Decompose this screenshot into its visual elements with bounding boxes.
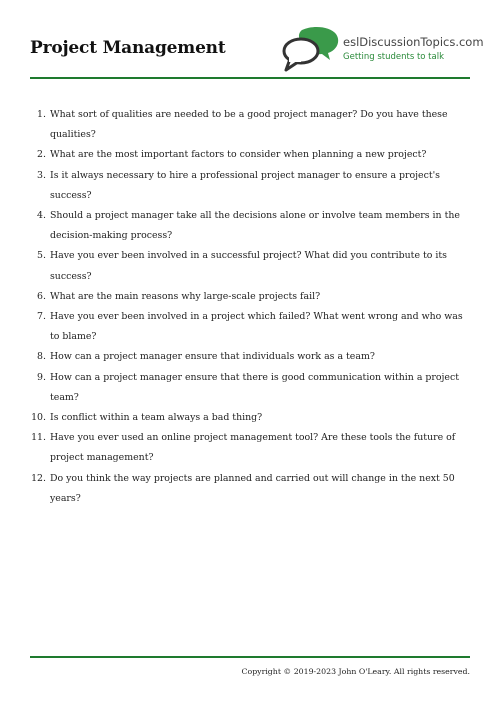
question-number: 7. (37, 311, 46, 323)
question-number: 11. (31, 432, 46, 444)
question-number: 9. (37, 371, 46, 383)
list-item (37, 206, 470, 246)
list-item (37, 287, 470, 307)
list-item (37, 368, 470, 408)
list-item (31, 469, 470, 509)
question-number: 8. (37, 351, 46, 363)
list-item (37, 105, 470, 145)
site-logo[interactable] (280, 26, 484, 74)
logo-tagline: Getting students to talk (343, 52, 445, 62)
question-text: Have you ever used an online project management tool? Are these tools the future of project management? (50, 432, 456, 464)
question-number: 3. (37, 169, 46, 181)
list-item (37, 246, 470, 286)
question-text: Is conflict within a team always a bad thing? (50, 412, 263, 424)
header-divider (30, 77, 470, 79)
question-number: 1. (37, 109, 46, 120)
question-text: Do you think the way projects are planned and carried out will change in the next 50 years? (50, 472, 455, 504)
footer-divider (30, 656, 470, 658)
copyright-notice: Copyright © 2019-2023 John O'Leary. All rights reserved. (241, 667, 470, 676)
question-number: 10. (31, 412, 46, 424)
logo-site-name: eslDiscussionTopics.com (343, 35, 484, 49)
question-number: 6. (37, 290, 46, 302)
list-item (37, 166, 470, 206)
question-number: 4. (37, 210, 46, 222)
question-text: How can a project manager ensure that individuals work as a team? (50, 351, 375, 363)
question-text: What are the most important factors to consider when planning a new project? (50, 149, 427, 161)
question-text: What sort of qualities are needed to be a good project manager? Do you have these qualities? (50, 109, 448, 141)
list-item (31, 428, 470, 468)
question-list (31, 105, 470, 509)
list-item (37, 307, 470, 347)
question-number: 12. (31, 472, 46, 484)
question-number: 2. (37, 149, 46, 161)
question-text: What are the main reasons why large-scale projects fail? (50, 290, 321, 302)
question-number: 5. (37, 250, 46, 262)
question-text: How can a project manager ensure that there is good communication within a project team? (50, 371, 459, 403)
question-text: Should a project manager take all the decisions alone or involve team members in the decision-making process? (50, 210, 460, 242)
list-item (37, 145, 470, 165)
question-text: Have you ever been involved in a project which failed? What went wrong and who was to blame? (50, 311, 463, 343)
page-title: Project Management (30, 38, 226, 58)
question-text: Is it always necessary to hire a professional project manager to ensure a project's success? (50, 169, 440, 201)
list-item (31, 408, 470, 428)
list-item (37, 347, 470, 367)
speech-bubbles-icon (280, 26, 342, 72)
question-text: Have you ever been involved in a successful project? What did you contribute to its success? (50, 250, 447, 282)
